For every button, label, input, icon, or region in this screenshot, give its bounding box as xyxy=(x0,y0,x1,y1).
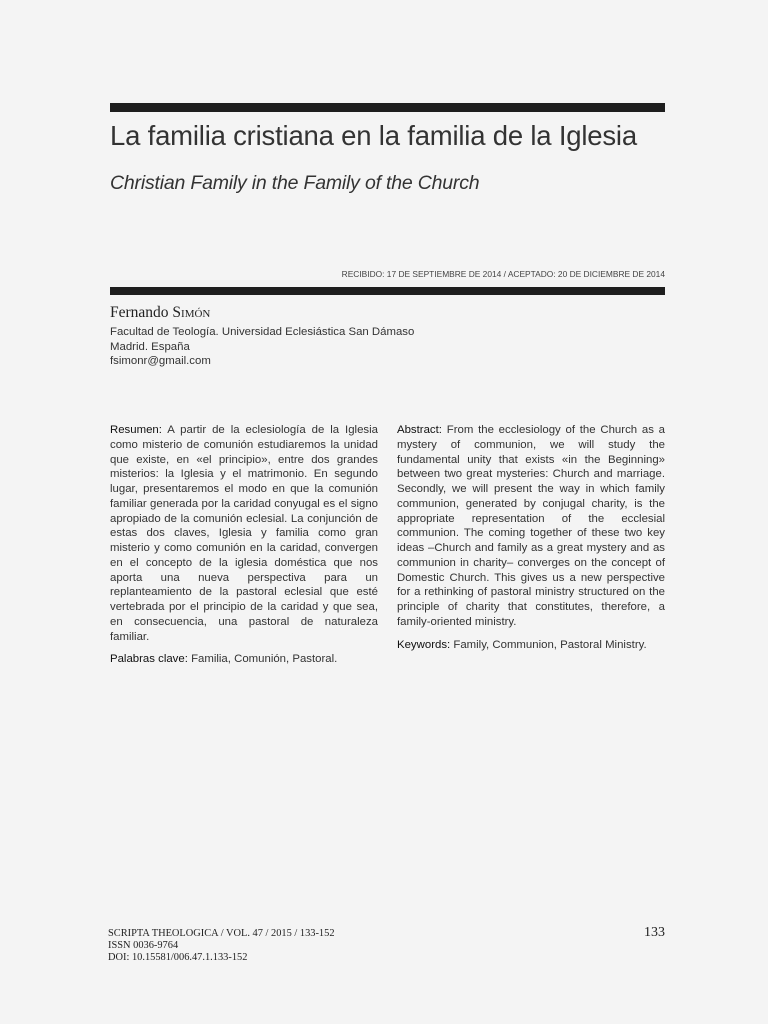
palabras-clave-text: Familia, Comunión, Pastoral. xyxy=(191,653,338,666)
author-rule xyxy=(110,287,665,295)
journal-footer xyxy=(108,928,335,964)
article-title: La familia cristiana en la familia de la Iglesia xyxy=(110,120,637,151)
abstract-spanish xyxy=(110,423,378,667)
abstract-text: From the ecclesiology of the Church as a mystery of communion, we will study the fundamental unity that exists «in the Beginning» between two great mysteries: Church and marriage. Secondly, we will present the way in which family communion, generated by conjugal charity, is the appropriate representation of the ecclesial communion. The coming together of these two key ideas –Church and family as a great mystery and as communion in charity– converges on the concept of Domestic Church. This gives us a new perspective for a rethinking of pastoral ministry structured on the principle of charity that constitutes, therefore, a family-oriented ministry. xyxy=(397,424,666,628)
keywords xyxy=(397,638,665,653)
article-subtitle: Christian Family in the Family of the Church xyxy=(110,172,480,194)
author-name xyxy=(110,304,210,322)
author-affiliation-block xyxy=(110,325,414,369)
abstract-english xyxy=(397,423,665,652)
author-location: Madrid. España xyxy=(110,340,190,353)
received-accepted-dates: RECIBIDO: 17 DE SEPTIEMBRE DE 2014 / ACEPTADO: 20 DE DICIEMBRE DE 2014 xyxy=(341,269,665,279)
resumen-text: A partir de la eclesiología de la Iglesia como misterio de comunión estudiaremos la unidad que existe, en «el principio», entre dos grandes misterios: la Iglesia y el matrimonio. En segundo lugar, presentaremos el modo en que la comunión familiar generada por la caridad conyugal es el signo apropiado de la comunión eclesial. La conjunción de estas dos claves, Iglesia y familia como gran misterio y como comunión en la caridad, convergen en el concepto de la iglesia doméstica que nos aporta una nueva perspectiva para un replanteamiento de la pastoral eclesial que esté vertebrada por el principio de la caridad y que sea, en consecuencia, una pastoral de naturaleza familiar. xyxy=(110,424,378,643)
abstract-paragraph xyxy=(397,423,665,630)
keywords-text: Family, Communion, Pastoral Ministry. xyxy=(453,638,647,651)
resumen-paragraph xyxy=(110,423,378,644)
author-affiliation: Facultad de Teología. Universidad Eclesiástica San Dámaso xyxy=(110,326,415,338)
author-last-name: Simón xyxy=(172,304,211,321)
journal-citation: SCRIPTA THEOLOGICA / VOL. 47 / 2015 / 133-152 xyxy=(108,928,335,939)
resumen-label: Resumen: xyxy=(110,424,162,436)
palabras-clave xyxy=(110,652,378,667)
top-rule xyxy=(110,103,665,112)
page-number: 133 xyxy=(644,925,665,940)
article-doi: DOI: 10.15581/006.47.1.133-152 xyxy=(108,952,248,963)
palabras-clave-label: Palabras clave: xyxy=(110,653,188,666)
author-first-name: Fernando xyxy=(110,304,169,321)
author-email: fsimonr@gmail.com xyxy=(110,355,211,367)
abstract-label: Abstract: xyxy=(397,424,442,436)
journal-issn: ISSN 0036-9764 xyxy=(108,940,179,951)
keywords-label: Keywords: xyxy=(397,638,451,651)
